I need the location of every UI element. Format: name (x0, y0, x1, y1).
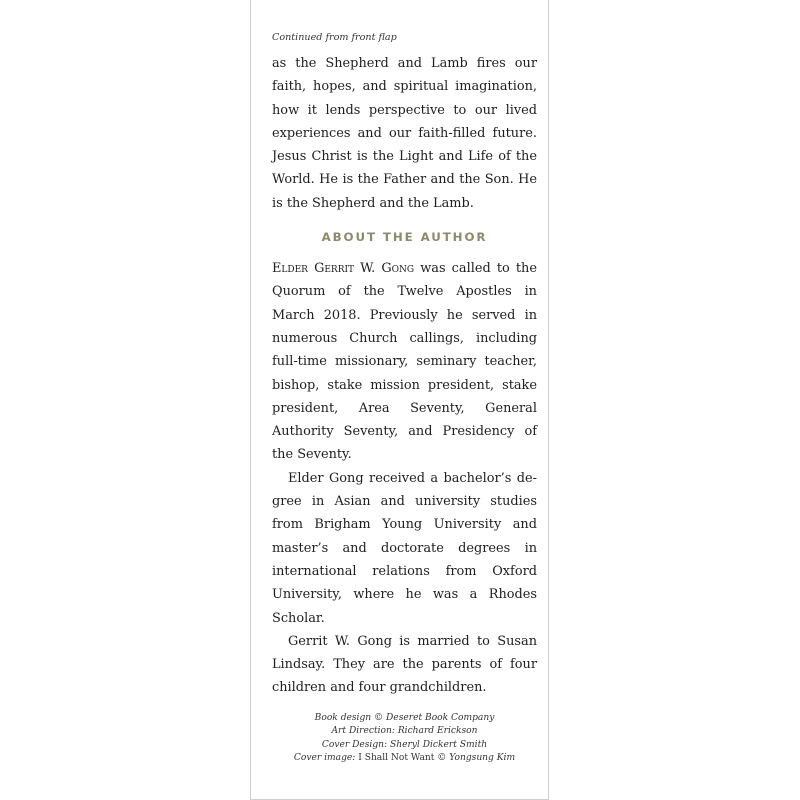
bio-paragraph-1-text: was called to the Quorum of the Twelve Apostles in March 2018. Previously he served in numerous Church callings, including full-time missionary, seminary teacher, bishop, stake mission president, stake president, Area Seventy, General Authority Seventy, and Presidency of the Seventy. (272, 261, 537, 463)
credit-cover-design: Cover Design: Sheryl Dickert Smith (321, 739, 488, 750)
bio-paragraph-1 (272, 257, 537, 467)
flap-content (272, 32, 537, 766)
intro-paragraph: as the Shepherd and Lamb fires our faith, hopes, and spiritual imagination, how it lends perspective to our lived experiences and our faith-filled future. Jesus Christ is the Light and Life of the World. He is the Father and the Son. He is the Shepherd and the Lamb. (272, 56, 537, 211)
credit-cover-image-title: I Shall Not Want (358, 753, 435, 764)
continued-note: Continued from front flap (272, 32, 397, 43)
credit-cover-image (272, 752, 537, 766)
author-name: Elder Gerrit W. Gong (272, 261, 415, 277)
back-flap-page (250, 0, 549, 800)
bio-paragraph-2: Elder Gong received a bachelor’s degree in Asian and university studies from Brigham Young University and master’s and doctorate degrees in international relations from Oxford University, where he was a Rhodes Scholar. (272, 470, 537, 626)
credit-book-design: Book design © Deseret Book Company (314, 712, 495, 723)
about-author-heading: ABOUT THE AUTHOR (321, 230, 488, 245)
bio-paragraph-3: Gerrit W. Gong is married to Susan Lindsay. They are the parents of four children and four grandchildren. (272, 633, 537, 696)
credit-cover-image-suffix: © Yongsung Kim (434, 753, 516, 764)
credits-block (272, 712, 537, 766)
credit-art-direction: Art Direction: Richard Erickson (331, 726, 478, 737)
credit-cover-image-prefix: Cover image: (293, 753, 359, 764)
